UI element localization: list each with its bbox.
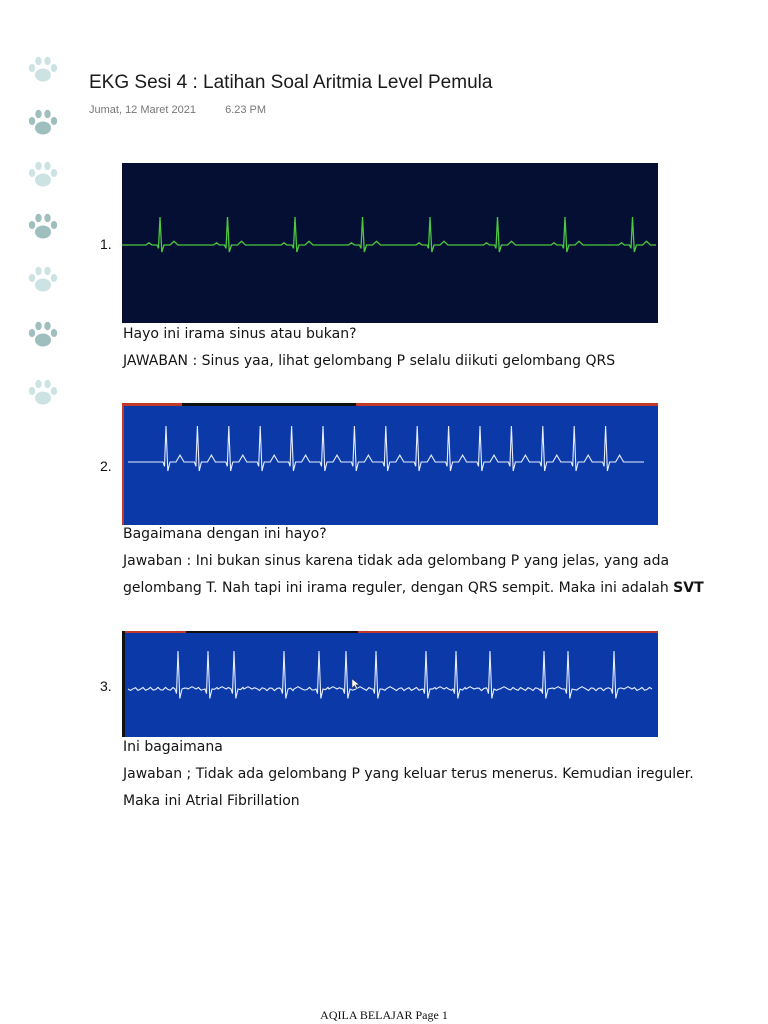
- item-number-2: 2.: [100, 458, 112, 474]
- page-footer: AQILA BELAJAR Page 1: [320, 1008, 448, 1022]
- ecg-strip-1: [122, 163, 658, 323]
- item-3-question: Ini bagaimana: [123, 739, 223, 755]
- item-3-answer-continued: Maka ini Atrial Fibrillation: [123, 793, 300, 809]
- paw-icon: [26, 107, 60, 137]
- ecg-strip-3: [122, 631, 658, 737]
- ecg-strip-2: [122, 403, 658, 525]
- ecg-strip-1-graphic: [122, 163, 658, 323]
- page-title: EKG Sesi 4 : Latihan Soal Aritmia Level Pemula: [89, 72, 493, 93]
- svt-highlight: SVT: [673, 580, 704, 596]
- paw-icon: [26, 319, 60, 349]
- item-2-text: [123, 521, 704, 602]
- item-1-question: Hayo ini irama sinus atau bukan?: [123, 326, 357, 342]
- item-3-answer: Jawaban ; Tidak ada gelombang P yang keluar terus menerus. Kemudian ireguler.: [123, 766, 694, 782]
- item-2-answer-continued: gelombang T. Nah tapi ini irama reguler, dengan QRS sempit. Maka ini adalah SVT: [123, 580, 704, 596]
- item-1-text: [123, 321, 615, 375]
- note-date: Jumat, 12 Maret 2021: [89, 104, 197, 116]
- item-number-3: 3.: [100, 678, 112, 694]
- paw-icon: [26, 159, 60, 189]
- item-2-answer: Jawaban : Ini bukan sinus karena tidak ada gelombang P yang jelas, yang ada: [123, 553, 670, 569]
- item-3-text: [123, 734, 694, 815]
- item-1-answer: JAWABAN : Sinus yaa, lihat gelombang P selalu diikuti gelombang QRS: [123, 353, 616, 369]
- ecg-strip-3-graphic: [122, 631, 658, 737]
- paw-icon: [26, 54, 60, 84]
- note-time: 6.23 PM: [225, 104, 267, 116]
- paw-icon: [26, 377, 60, 407]
- item-2-question: Bagaimana dengan ini hayo?: [123, 526, 327, 542]
- item-number-1: 1.: [100, 236, 112, 252]
- ecg-strip-2-graphic: [122, 403, 658, 525]
- note-meta: [89, 104, 266, 116]
- paw-icon: [26, 264, 60, 294]
- paw-icon: [26, 211, 60, 241]
